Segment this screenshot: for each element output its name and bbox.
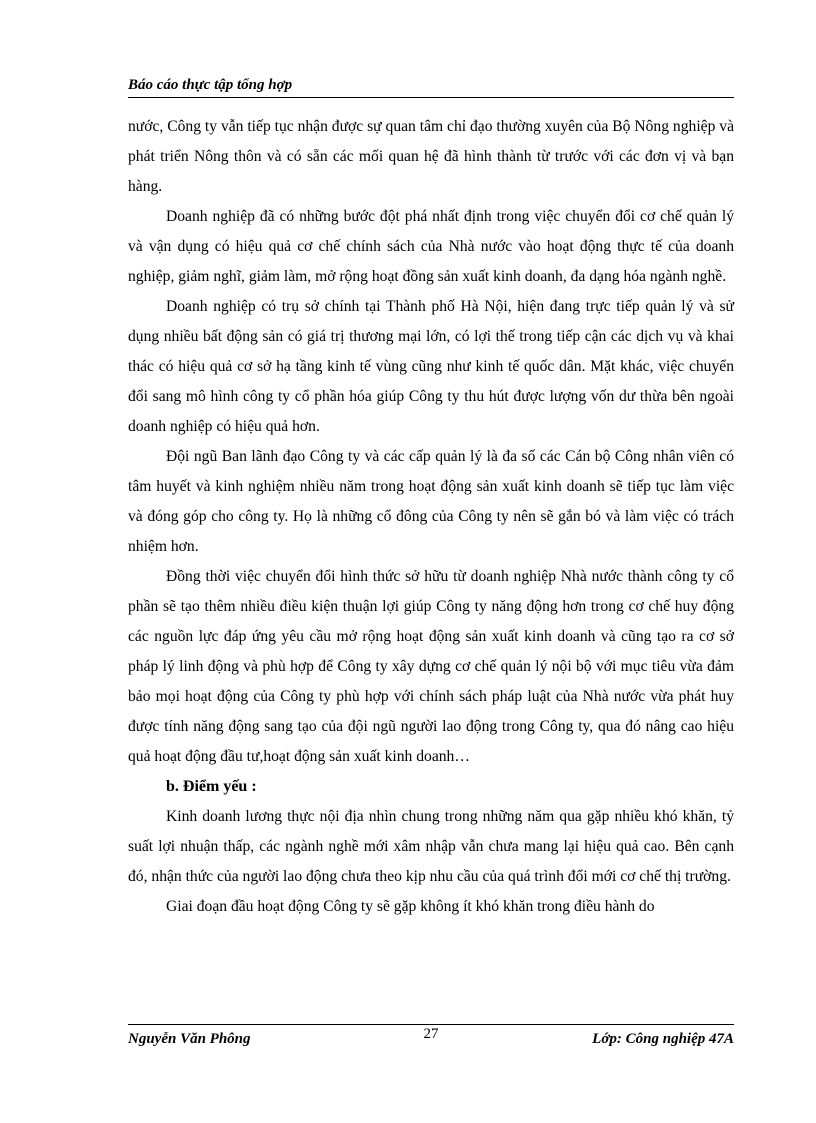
paragraph-1: nước, Công ty vẫn tiếp tục nhận được sự quan tâm chỉ đạo thường xuyên của Bộ Nông nghiệp và phát triển Nông thôn và có sẵn các mối quan hệ đã hình thành từ trước với các đơn vị và bạn hàng.: [128, 118, 734, 195]
footer-author: Nguyễn Văn Phông: [128, 1031, 251, 1047]
paragraph-3: Doanh nghiệp có trụ sở chính tại Thành phố Hà Nội, hiện đang trực tiếp quản lý và sử dụng nhiều bất động sản có giá trị thương mại lớn, có lợi thế trong tiếp cận các dịch vụ và khai thác có hiệu quả cơ sở hạ tầng kinh tế vùng cũng như kinh tế quốc dân. Mặt khác, việc chuyển đổi sang mô hình công ty cổ phần hóa giúp Công ty thu hút được lượng vốn dư thừa bên ngoài doanh nghiệp có hiệu quả hơn.: [128, 298, 734, 435]
page-number: 27: [423, 1026, 439, 1042]
paragraph-5: Đồng thời việc chuyển đổi hình thức sở hữu từ doanh nghiệp Nhà nước thành công ty cổ phần sẽ tạo thêm nhiều điều kiện thuận lợi giúp Công ty năng động hơn trong cơ chế huy động các nguồn lực đáp ứng yêu cầu mở rộng hoạt động sản xuất kinh doanh và cũng tạo ra cơ sở pháp lý linh động và phù hợp để Công ty xây dựng cơ chế quản lý nội bộ với mục tiêu vừa đảm bảo mọi hoạt động của Công ty phù hợp với chính sách pháp luật của Nhà nước vừa phát huy được tính năng động sang tạo của đội ngũ người lao động trong Công ty, qua đó nâng cao hiệu quả hoạt động đầu tư,hoạt động sản xuất kinh doanh…: [128, 568, 734, 765]
page-header: [128, 77, 734, 98]
page-body: [128, 112, 734, 922]
paragraph-2: Doanh nghiệp đã có những bước đột phá nhất định trong việc chuyển đổi cơ chế quản lý và vận dụng có hiệu quả cơ chế chính sách của Nhà nước vào hoạt động thực tế của doanh nghiệp, giảm nghĩ, giảm làm, mở rộng hoạt đồng sản xuất kinh doanh, đa dạng hóa ngành nghề.: [128, 208, 734, 285]
page-footer: [128, 1024, 734, 1055]
paragraph-4: Đội ngũ Ban lãnh đạo Công ty và các cấp quản lý là đa số các Cán bộ Công nhân viên có tâm huyết và kinh nghiệm nhiều năm trong hoạt động sản xuất kinh doanh sẽ tiếp tục làm việc và đóng góp cho công ty. Họ là những cổ đông của Công ty nên sẽ gắn bó và làm việc có trách nhiệm hơn.: [128, 448, 734, 555]
paragraph-6: Kinh doanh lương thực nội địa nhìn chung trong những năm qua gặp nhiều khó khăn, tỷ suất lợi nhuận thấp, các ngành nghề mới xâm nhập vẫn chưa mang lại hiệu quả cao. Bên cạnh đó, nhận thức của người lao động chưa theo kịp nhu cầu của quá trình đổi mới cơ chế thị trường.: [128, 808, 734, 885]
footer-class: Lớp: Công nghiệp 47A: [592, 1031, 734, 1047]
paragraph-7: Giai đoạn đầu hoạt động Công ty sẽ gặp không ít khó khăn trong điều hành do: [166, 898, 655, 915]
header-title: Báo cáo thực tập tổng hợp: [128, 77, 293, 93]
section-heading: b. Điểm yếu :: [166, 778, 257, 795]
